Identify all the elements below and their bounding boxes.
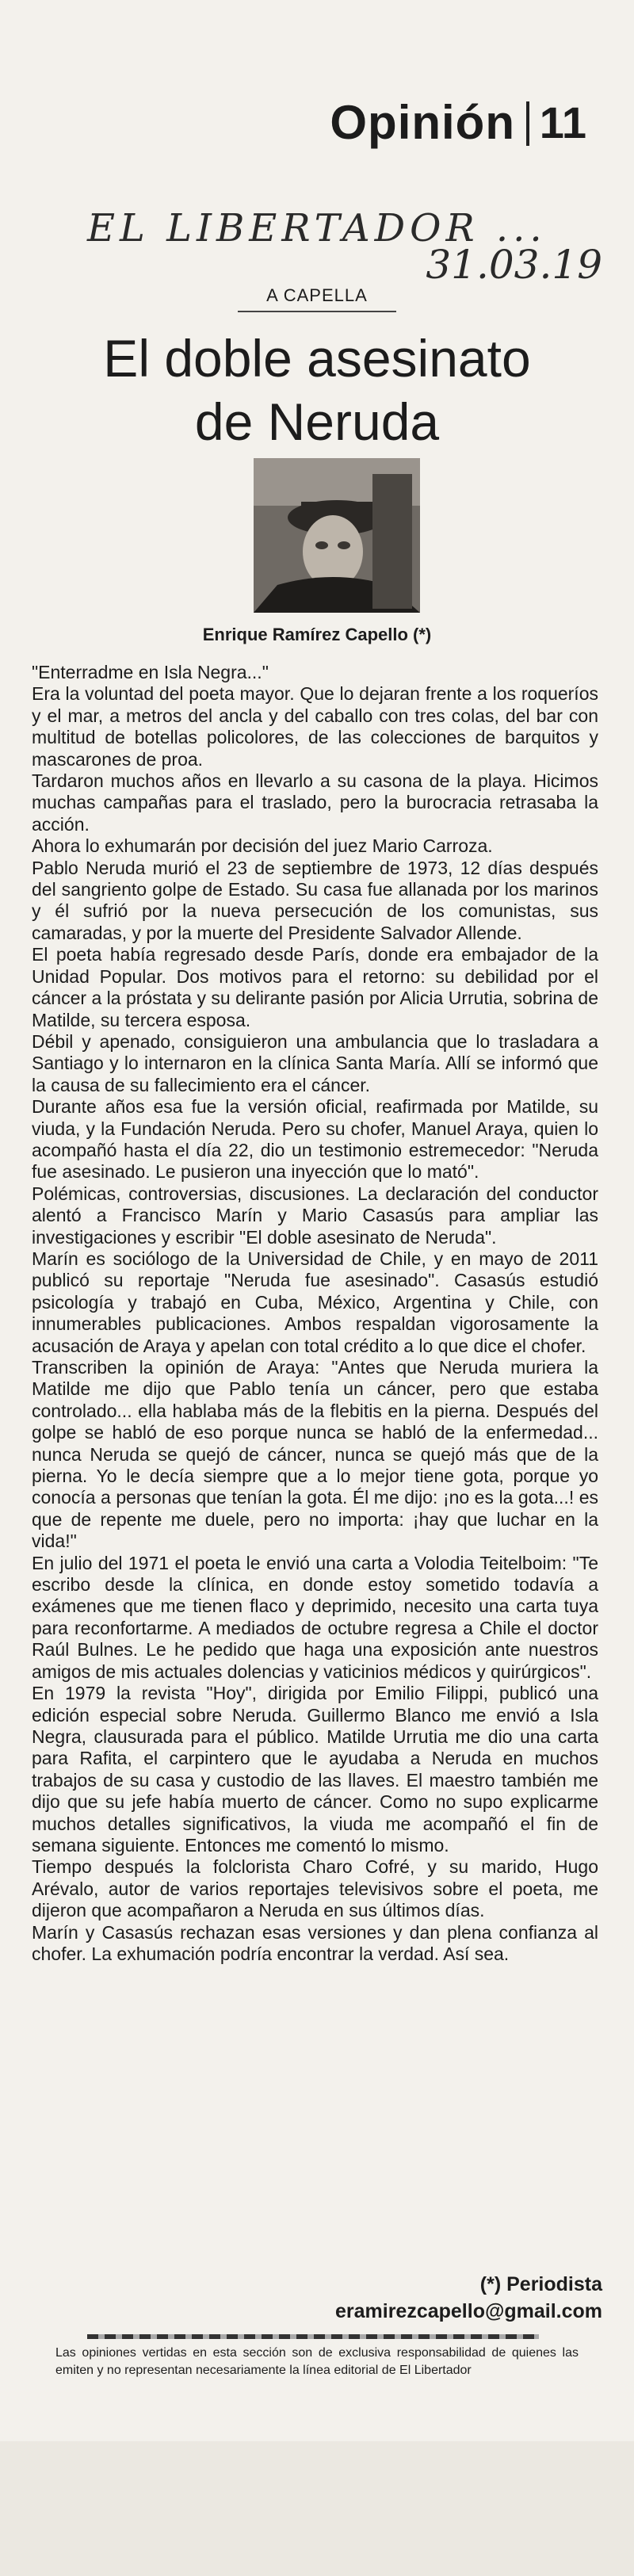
paragraph: En julio del 1971 el poeta le envió una carta a Volodia Teitelboim: "Te escribo desde la clínica, en donde estoy sometido todavía a exámenes que me tienen flaco y deprimido, necesito una carta tuya para reconfortarme. A mediados de octubre regresa a Chile el doctor Raúl Bulnes. Le he pedido que haga una exposición ante nuestros amigos de mis actuales dolencias y vaticinios médicos y quirúrgicos". bbox=[32, 1552, 598, 1682]
paragraph: Marín es sociólogo de la Universidad de Chile, y en mayo de 2011 publicó su reportaje "Neruda fue asesinado". Casasús estudió psicología y trabajó en Cuba, México, Argentina y Chile, con innumerables publicaciones. Ambos respaldan vigorosamente la acusación de Araya y apelan con total crédito a lo que dice el chofer. bbox=[32, 1248, 598, 1356]
author-signature bbox=[335, 2271, 602, 2325]
headline-line-2: de Neruda bbox=[194, 392, 440, 451]
paragraph: Pablo Neruda murió el 23 de septiembre de 1973, 12 días después del sangriento golpe de Estado. Su casa fue allanada por los marinos y él sufrió por la nueva persecución de los comunistas, sus camaradas, y por la muerte del Presidente Salvador Allende. bbox=[32, 857, 598, 943]
paragraph: Marín y Casasús rechazan esas versiones y dan plena confianza al chofer. La exhumación podría encontrar la verdad. Así sea. bbox=[32, 1921, 598, 1964]
author-photo bbox=[254, 458, 420, 613]
author-email: eramirezcapello@gmail.com bbox=[334, 2300, 602, 2322]
editorial-disclaimer: Las opiniones vertidas en esta sección son de exclusiva responsabilidad de quienes las emiten y no representan necesariamente la línea editorial de El Libertador bbox=[55, 2346, 579, 2377]
headline-line-1: El doble asesinato bbox=[103, 329, 531, 388]
paragraph: En 1979 la revista "Hoy", dirigida por Emilio Filippi, publicó una edición especial sobre Neruda. Guillermo Blanco me envió a Isla Negra, clausurada para el público. Matilde Urrutia me dio una carta para Rafita, el carpintero que le ayudaba a Neruda en muchos trabajos de su casa y custodio de las llaves. El maestro también me dijo que su jefe había muerto de cáncer. Como no supo explicarme muchos detalles significativos, la viuda me acompañó el fin de semana siguiente. Entonces me comentó lo mismo. bbox=[32, 1683, 598, 1856]
disclaimer-divider bbox=[87, 2334, 539, 2339]
kicker-rule bbox=[238, 311, 396, 312]
paragraph: Polémicas, controversias, discusiones. La declaración del conductor alentó a Francisco Marín y Mario Casasús para ampliar las investigaciones y escribir "El doble asesinato de Neruda". bbox=[32, 1183, 598, 1248]
handwritten-date: 31.03.19 bbox=[426, 242, 602, 288]
paragraph: Ahora lo exhumarán por decisión del juez Mario Carroza. bbox=[32, 835, 493, 857]
section-title: Opinión bbox=[330, 96, 515, 149]
paragraph: Durante años esa fue la versión oficial, reafirmada por Matilde, su viuda, y la Fundación Neruda. Pero su chofer, Manuel Araya, quien lo acompañó hasta el día 22, dio un testimonio estremecedor: "Neruda fue asesinado. Le pusieron una inyección que lo mató". bbox=[32, 1096, 598, 1183]
header-divider bbox=[526, 101, 529, 146]
paragraph: Tardaron muchos años en llevarlo a su casona de la playa. Hicimos muchas campañas para el traslado, pero la burocracia retrasaba la acción. bbox=[32, 770, 598, 835]
column-kicker: A CAPELLA bbox=[266, 285, 368, 305]
author-role: (*) Periodista bbox=[479, 2273, 602, 2295]
byline: Enrique Ramírez Capello (*) bbox=[202, 625, 432, 644]
paragraph: Transcriben la opinión de Araya: "Antes que Neruda muriera la Matilde me dijo que Pablo tenía un cáncer, pero que estaba controlado... ella hablaba más de la flebitis en la pierna. Después del golpe se habló de eso porque nunca se habló de la enfermedad... nunca Neruda se quejó de cáncer, nunca se quejó más que de la pierna. Yo le decía siempre que a lo mejor tiene gota, porque yo conocía a personas que tenían la gota. Él me dijo: ¡no es la gota...! es que de repente me duele, pero no importa: ¡hay que luchar en la vida!" bbox=[32, 1357, 598, 1552]
page-number: 11 bbox=[539, 97, 586, 147]
article-body bbox=[32, 662, 598, 1965]
page-bottom-margin bbox=[0, 2441, 634, 2576]
paragraph: Débil y apenado, consiguieron una ambulancia que lo trasladara a Santiago y lo internaron en la clínica Santa María. Allí se informó que la causa de su fallecimiento era el cáncer. bbox=[32, 1030, 598, 1095]
section-header bbox=[32, 95, 602, 151]
paragraph: "Enterradme en Isla Negra..." bbox=[32, 662, 269, 682]
author-portrait-image bbox=[254, 458, 420, 613]
paragraph: El poeta había regresado desde París, donde era embajador de la Unidad Popular. Dos motivos para el retorno: su debilidad por el cáncer a la próstata y su delirante pasión por Alicia Urrutia, sobrina de Matilde, su tercera esposa. bbox=[32, 944, 598, 1030]
paragraph: Tiempo después la folclorista Charo Cofré, y su marido, Hugo Arévalo, autor de varios reportajes televisivos sobre el poeta, me dijeron que acompañaron a Neruda en sus últimos días. bbox=[32, 1856, 598, 1921]
handwritten-newspaper-name: EL LIBERTADOR ... bbox=[87, 206, 547, 250]
paragraph: Era la voluntad del poeta mayor. Que lo dejaran frente a los roqueríos y el mar, a metros del ancla y del caballo con tres colas, del bar con multitud de botellas policolores, de las colecciones de barquitos y mascarones de proa. bbox=[32, 683, 598, 770]
headline bbox=[32, 327, 602, 453]
